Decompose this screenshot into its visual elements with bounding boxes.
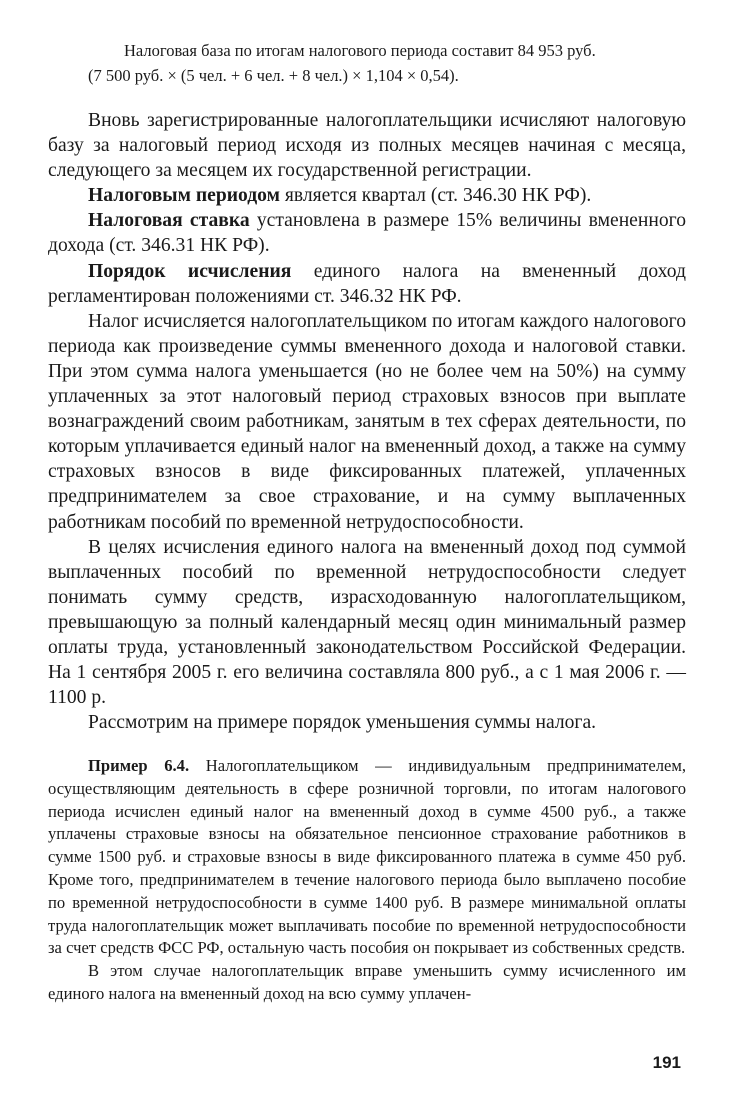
term-calculation-order: Порядок исчисления: [88, 260, 292, 282]
example-continuation: В этом случае налогоплательщик вправе уменьшить сумму исчисленного им единого налога на вмененный доход на всю сумму уплачен-: [48, 961, 686, 1003]
tax-base-result: [88, 38, 690, 88]
paragraph-example-intro: Рассмотрим на примере порядок уменьшения суммы налога.: [88, 712, 597, 734]
page-number: 191: [652, 1053, 681, 1072]
paragraph-registration: Вновь зарегистрированные налогоплательщики исчисляют налоговую базу за налоговый период исходя из полных месяцев начиная с месяца, следующего за месяцем их государственной регистрации.: [48, 110, 686, 182]
example-label: Пример 6.4.: [88, 756, 190, 775]
example-paragraph: Пример 6.4. Налогоплательщиком — индивидуальным предпринимателем, осуществляющим деятельность в сфере розничной торговли, по итогам налогового периода исчислен единый налог на вмененный доход в сумме 4500 руб., а также уплачены страховые взносы на обязательное пенсионное страхование работников в сумме 1500 руб. и страховые взносы в виде фиксированного платежа в сумме 450 руб. Кроме того, предпринимателем в течение налогового периода было выплачено пособие по временной нетрудоспособности в сумме 1400 руб. В размере минимальной оплаты труда налогоплательщик может выплачивать пособие по временной нетрудоспособности за счет средств ФСС РФ, остальную часть пособия он покрывает из собственных средств.: [48, 756, 686, 958]
example-block: [48, 755, 686, 1006]
tax-base-formula: (7 500 руб. × (5 чел. + 6 чел. + 8 чел.) × 1,104 × 0,54).: [88, 66, 459, 85]
paragraph-tax-period: Налоговым периодом является квартал (ст. 346.30 НК РФ).: [88, 185, 592, 207]
paragraph-tax-rate: Налоговая ставка установлена в размере 15% величины вмененного дохода (ст. 346.31 НК РФ).: [48, 210, 686, 257]
tax-base-line: Налоговая база по итогам налогового периода составит 84 953 руб.: [124, 41, 596, 60]
paragraph-tax-reduction: Налог исчисляется налогоплательщиком по итогам каждого налогового периода как произведение суммы вмененного дохода и налоговой ставки. При этом сумма налога уменьшается (но не более чем на 50%) на сумму уплаченных за этот налоговый период страховых взносов при выплате вознаграждений своим работникам, занятым в тех сферах деятельности, по которым уплачивается единый налог на вмененный доход, а также на сумму страховых взносов в виде фиксированных платежей, уплаченных предпринимателем за свое страхование, и на сумму выплаченных работникам пособий по временной нетрудоспособности.: [48, 310, 686, 533]
paragraph-calculation-order: Порядок исчисления единого налога на вмененный доход регламентирован положениями ст. 346.32 НК РФ.: [48, 260, 686, 307]
term-tax-period: Налоговым периодом: [88, 185, 280, 207]
term-tax-rate: Налоговая ставка: [88, 210, 250, 232]
main-text: [48, 108, 686, 735]
paragraph-benefits: В целях исчисления единого налога на вмененный доход под суммой выплаченных пособий по временной нетрудоспособности следует понимать сумму средств, израсходованную налогоплательщиком, превышающую за полный календарный месяц один минимальный размер оплаты труда, установленный законодательством Российской Федерации. На 1 сентября 2005 г. его величина составляла 800 руб., а с 1 мая 2006 г. — 1100 р.: [48, 536, 686, 709]
